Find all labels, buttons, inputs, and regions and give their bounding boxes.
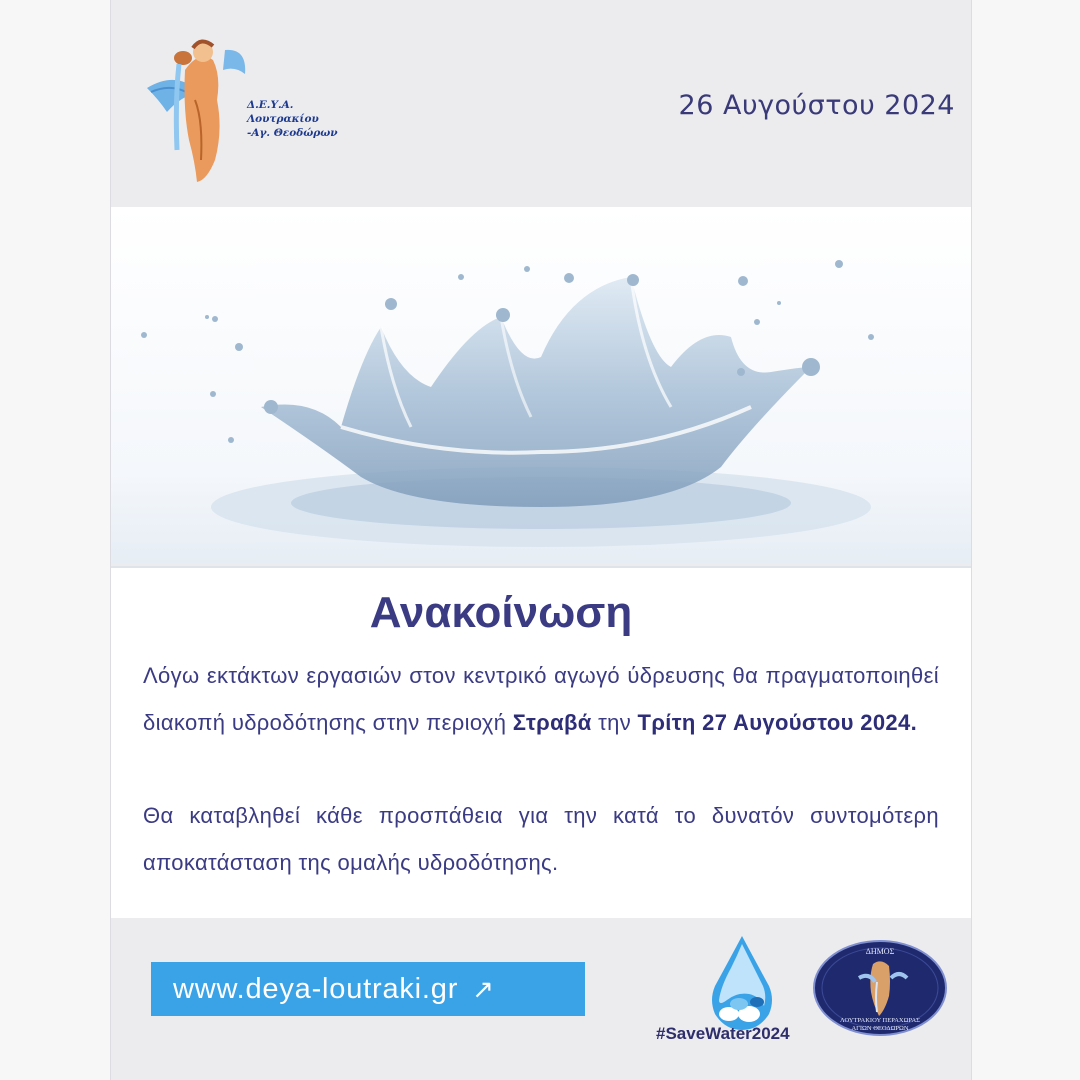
announcement-date: 26 Αυγούστου 2024 — [678, 90, 955, 121]
municipality-seal — [811, 938, 949, 1038]
water-splash-icon — [111, 207, 971, 564]
municipality-seal-icon — [811, 938, 949, 1038]
announcement-title: Ανακοίνωση — [369, 588, 633, 637]
announcement-card — [110, 0, 972, 1080]
water-drop-icon — [709, 934, 775, 1032]
water-drop-logo — [709, 934, 775, 1032]
website-link-button[interactable] — [151, 962, 585, 1016]
save-water-hashtag: #SaveWater2024 — [656, 1024, 790, 1043]
water-splash-image — [111, 207, 971, 564]
footer — [111, 918, 971, 1080]
p1-text-mid: την — [591, 710, 638, 735]
seal-bottom-text-2: ΑΓΙΩΝ ΘΕΟΔΩΡΩΝ — [851, 1025, 909, 1032]
seal-top-text: ΔΗΜΟΣ — [865, 947, 895, 956]
seal-bottom-text-1: ΛΟΥΤΡΑΚΙΟΥ ΠΕΡΑΧΩΡΑΣ — [840, 1017, 920, 1024]
deya-logo — [137, 30, 337, 190]
logo-text — [247, 98, 357, 140]
logo-text-line1: Δ.Ε.Υ.Α. Λουτρακίου — [247, 99, 319, 125]
announcement-paragraph-2: Θα καταβληθεί κάθε προσπάθεια για την κατά το δυνατόν συντομότερη αποκατάσταση της ομαλής υδροδότησης. — [143, 803, 939, 875]
outage-date: Τρίτη 27 Αυγούστου 2024. — [637, 710, 918, 735]
website-url: www.deya-loutraki.gr — [173, 972, 459, 1005]
announcement-body — [111, 566, 971, 918]
header — [111, 0, 971, 205]
area-name: Στραβά — [512, 710, 592, 735]
announcement-paragraph-1 — [143, 652, 939, 746]
p1-text-start: Λόγω εκτάκτων εργασιών στον κεντρικό αγωγό ύδρευσης θα πραγματοποιηθεί διακοπή υδροδότησης στην περιοχή — [143, 663, 939, 735]
logo-text-line2: -Αγ. Θεοδώρων — [247, 127, 338, 139]
external-link-arrow-icon: ↗ — [472, 973, 495, 1004]
